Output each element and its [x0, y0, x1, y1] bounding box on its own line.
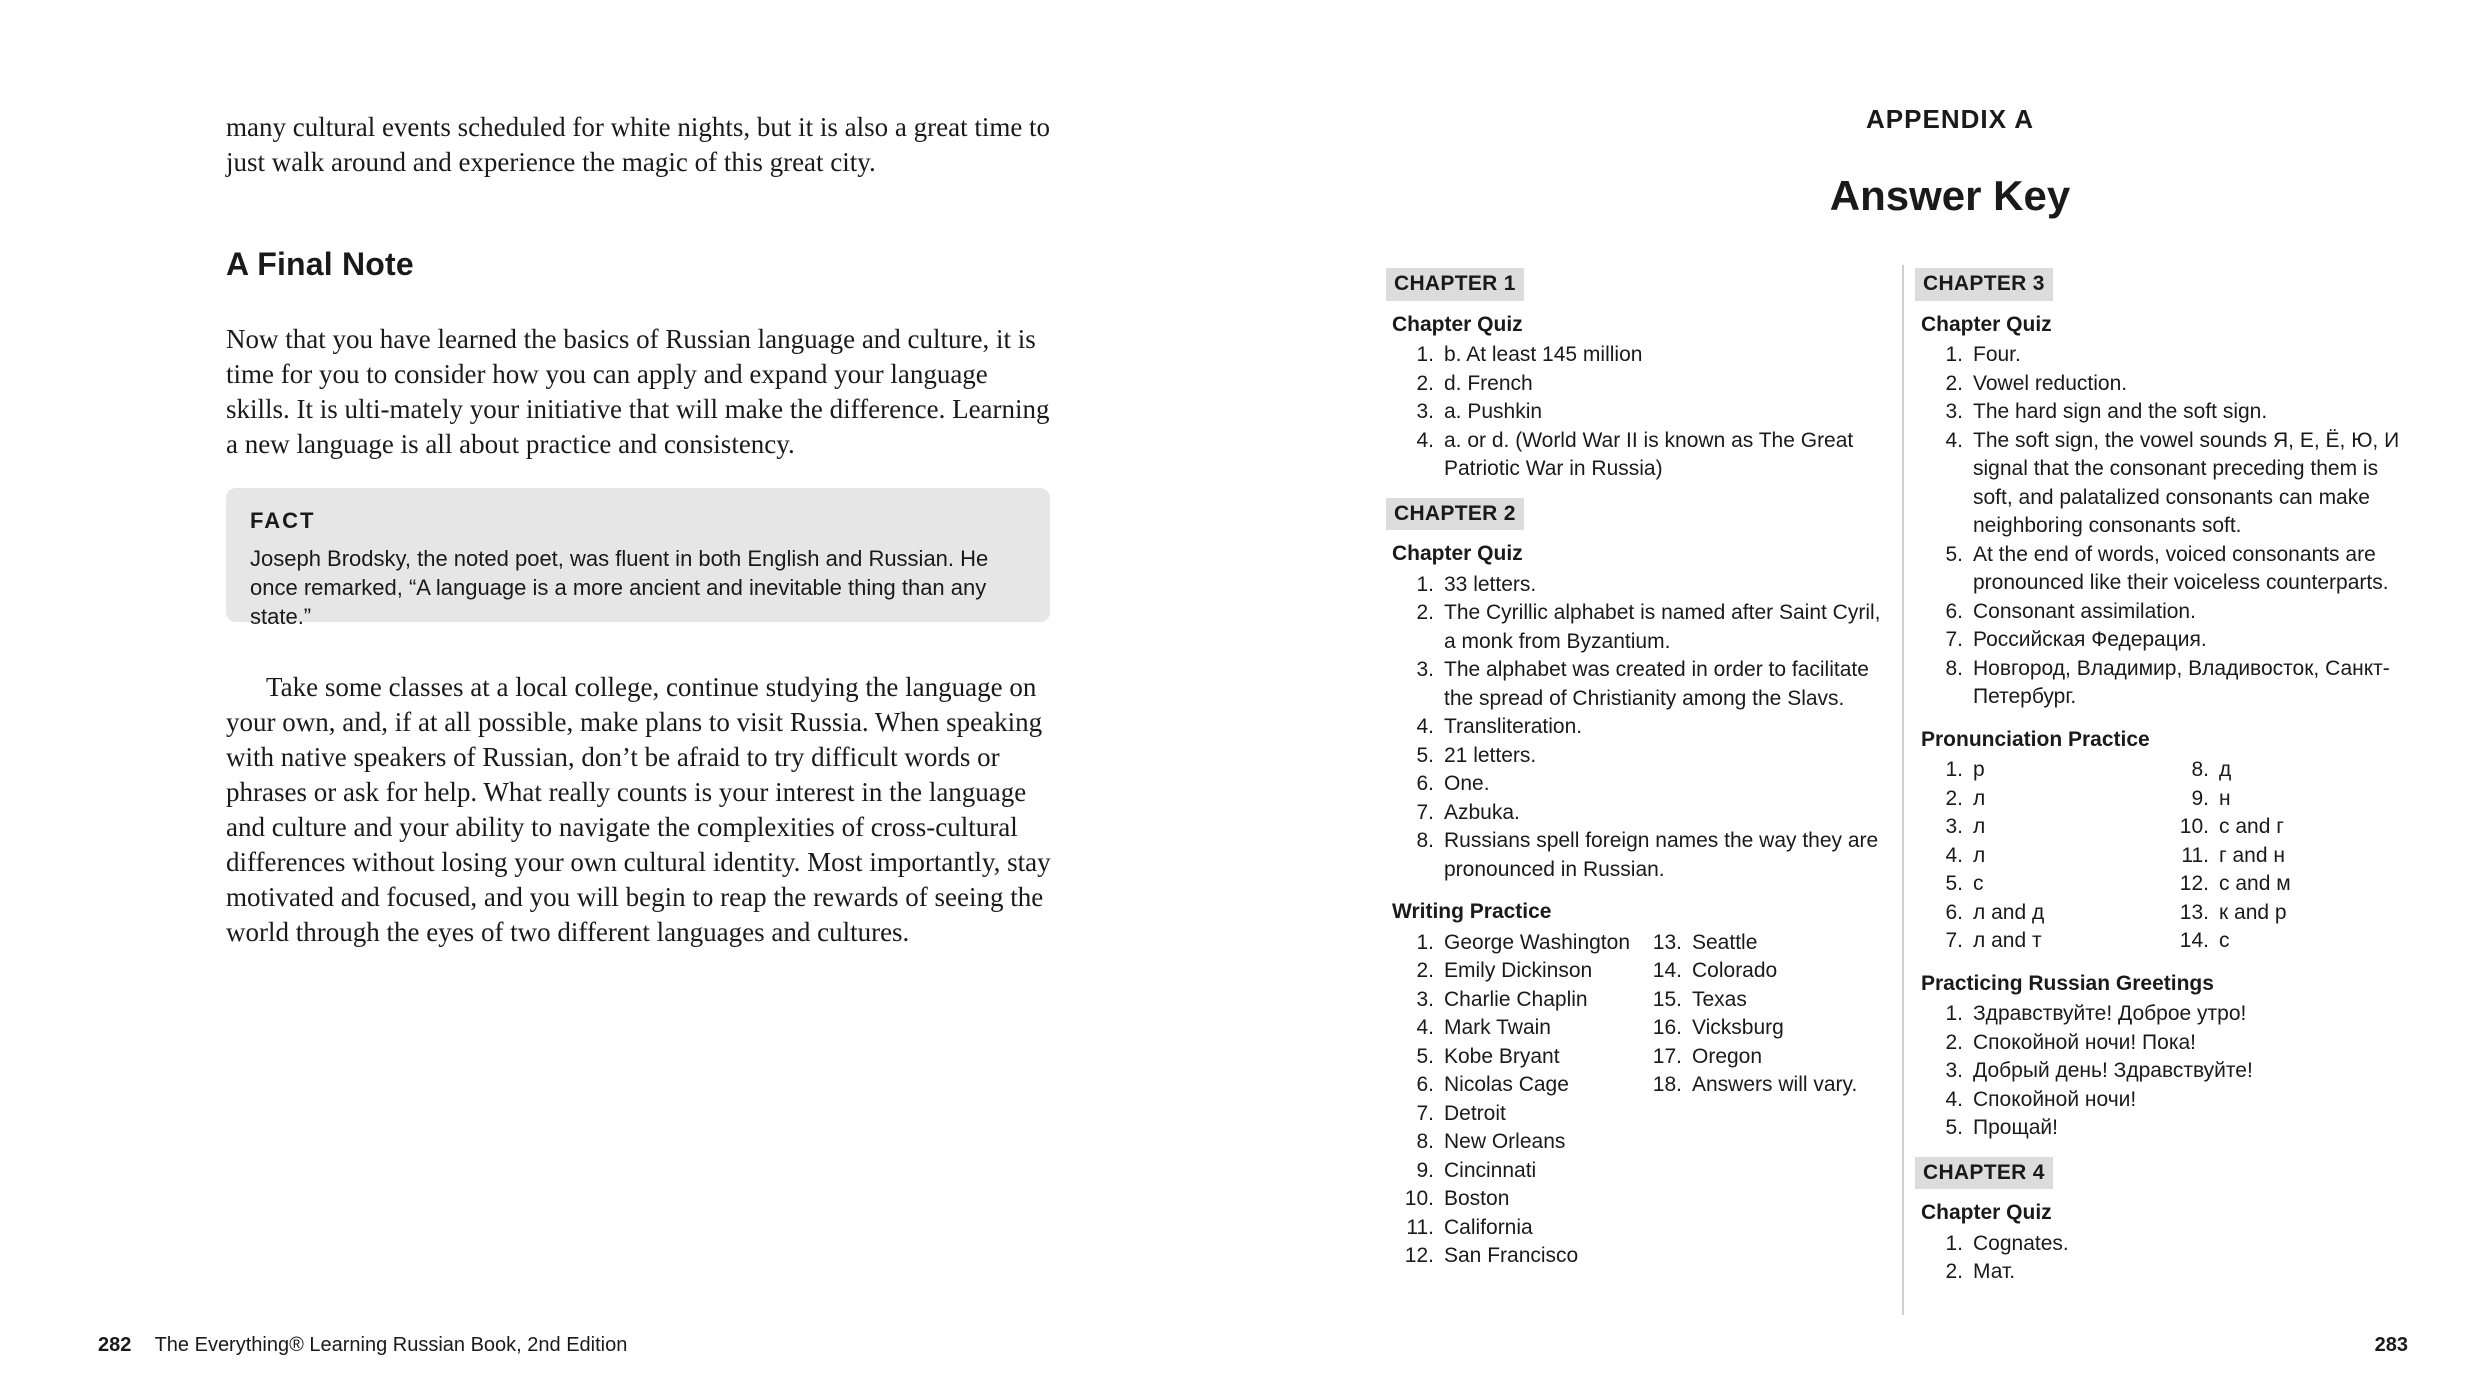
- answer-item: [1386, 1100, 1634, 1129]
- answer-number: 3.: [1416, 658, 1434, 681]
- answer-item: [1915, 655, 2415, 712]
- answer-list: [1915, 756, 2165, 956]
- answer-number: 5.: [1416, 1044, 1434, 1068]
- answer-number: 7.: [1416, 800, 1434, 824]
- answer-text: Прощай!: [1973, 1116, 2058, 1139]
- answer-text: л: [1973, 815, 1986, 838]
- answer-text: Russians spell foreign names the way they are pronounced in Russian.: [1444, 829, 1879, 881]
- answer-number: 14.: [1652, 959, 1682, 982]
- answer-item: [1915, 1114, 2415, 1143]
- answer-item: [1634, 1071, 1857, 1100]
- answer-number: 9.: [2191, 786, 2209, 810]
- answer-number: 6.: [1945, 900, 1963, 924]
- answer-item: [1634, 986, 1857, 1015]
- page-title: Answer Key: [1829, 172, 2071, 219]
- answer-text: Boston: [1444, 1187, 1510, 1210]
- answer-item: [2165, 899, 2291, 928]
- answer-number: 11.: [1406, 1215, 1434, 1239]
- answer-item: [1386, 1157, 1634, 1186]
- answer-number: 4.: [1945, 1087, 1963, 1111]
- answer-item: [1915, 398, 2415, 427]
- page-number-left: 282: [98, 1334, 132, 1356]
- answer-number: 1.: [1416, 572, 1434, 596]
- answer-number: 1.: [1416, 930, 1434, 954]
- answer-item: [1915, 899, 2165, 928]
- sub-heading: Chapter Quiz: [1392, 312, 1523, 336]
- answer-number: 4.: [1945, 428, 1963, 452]
- answer-text: Здравствуйте! Доброе утро!: [1973, 1002, 2247, 1025]
- answer-number: 12.: [1404, 1244, 1434, 1267]
- answer-item: [1915, 1000, 2415, 1029]
- answer-number: 17.: [1652, 1044, 1682, 1068]
- answer-number: 12.: [2179, 872, 2209, 895]
- answer-text: Mark Twain: [1444, 1016, 1551, 1039]
- answer-item: [1915, 1230, 2415, 1259]
- answer-text: Российская Федерация.: [1973, 628, 2207, 651]
- answer-number: 2.: [1945, 786, 1963, 810]
- answer-number: 11.: [2181, 843, 2209, 867]
- answer-number: 8.: [1945, 656, 1963, 680]
- answer-number: 7.: [1945, 929, 1963, 952]
- answer-number: 3.: [1945, 815, 1963, 838]
- answer-text: d. French: [1444, 371, 1533, 395]
- answer-text: Texas: [1692, 987, 1747, 1011]
- appendix-label: APPENDIX A: [1866, 104, 2034, 134]
- answer-number: 4.: [1416, 1016, 1434, 1039]
- answer-text: The hard sign and the soft sign.: [1973, 400, 2268, 423]
- answer-item: [1915, 813, 2165, 842]
- answer-text: Новгород, Владимир, Владивосток, Санкт-Петербург.: [1973, 656, 2390, 708]
- sub-heading: Writing Practice: [1392, 900, 1552, 923]
- answer-text: л and д: [1973, 900, 2045, 924]
- answer-text: Answers will vary.: [1692, 1073, 1858, 1096]
- answer-number: 2.: [1416, 601, 1434, 624]
- answer-text: Four.: [1973, 343, 2021, 366]
- answer-number: 3.: [1945, 1059, 1963, 1082]
- answer-text: Oregon: [1692, 1044, 1763, 1068]
- answer-item: [1915, 1029, 2415, 1058]
- answer-number: 10.: [1404, 1187, 1434, 1210]
- answer-item: [1386, 827, 1886, 884]
- answer-item: [1386, 427, 1886, 484]
- answer-text: Azbuka.: [1444, 800, 1520, 824]
- left-footer: [98, 1334, 627, 1357]
- answer-item: [1386, 1214, 1634, 1243]
- body-paragraph-1: Now that you have learned the basics of Russian language and culture, it is time for you to consider how you can apply and expand your language skills. It is ulti-mately your initiative that will make the difference. Learning a new language is all about practice and consistency.: [226, 324, 1050, 459]
- answer-text: 21 letters.: [1444, 743, 1537, 767]
- answer-text: Detroit: [1444, 1101, 1506, 1125]
- answer-text: л: [1973, 843, 1986, 867]
- answer-item: [1386, 1014, 1634, 1043]
- answer-item: [1386, 398, 1886, 427]
- answer-number: 1.: [1416, 343, 1434, 366]
- answer-number: 8.: [1416, 1130, 1434, 1153]
- writing-practice-grid: [1386, 929, 1886, 1271]
- answer-number: 5.: [1945, 872, 1963, 895]
- book-title: The Everything® Learning Russian Book, 2nd Edition: [154, 1334, 628, 1356]
- sub-heading: Chapter Quiz: [1392, 542, 1523, 565]
- answer-number: 3.: [1945, 400, 1963, 423]
- answer-item: [1915, 427, 2415, 541]
- answer-number: 6.: [1416, 772, 1434, 795]
- answer-number: 16.: [1652, 1016, 1682, 1039]
- answer-number: 4.: [1416, 715, 1434, 738]
- answer-item: [2165, 842, 2291, 871]
- answer-text: Cognates.: [1973, 1231, 2069, 1255]
- answer-text: Consonant assimilation.: [1973, 599, 2196, 623]
- answer-item: [1386, 713, 1886, 742]
- answer-text: с and м: [2219, 872, 2291, 895]
- answer-text: Nicolas Cage: [1444, 1073, 1569, 1096]
- answer-number: 5.: [1945, 542, 1963, 566]
- pronunciation-grid: [1915, 756, 2415, 956]
- answer-item: [1634, 957, 1857, 986]
- answer-list: [1634, 929, 1857, 1271]
- answer-number: 10.: [2179, 815, 2209, 838]
- answer-number: 6.: [1416, 1073, 1434, 1096]
- answer-number: 18.: [1652, 1073, 1682, 1096]
- answer-number: 3.: [1416, 400, 1434, 423]
- answer-number: 7.: [1945, 628, 1963, 651]
- answer-item: [1915, 541, 2415, 598]
- answer-item: [1915, 341, 2415, 370]
- sub-heading: Pronunciation Practice: [1921, 727, 2150, 751]
- answer-item: [1386, 656, 1886, 713]
- answer-item: [1386, 799, 1886, 828]
- answer-item: [1915, 785, 2165, 814]
- answer-number: 1.: [1945, 1002, 1963, 1025]
- answer-text: Kobe Bryant: [1444, 1044, 1560, 1068]
- answer-item: [1386, 599, 1886, 656]
- answer-text: a. Pushkin: [1444, 400, 1543, 423]
- answer-number: 4.: [1416, 428, 1434, 452]
- answer-text: к and р: [2219, 900, 2287, 924]
- answer-text: George Washington: [1444, 930, 1630, 954]
- answer-number: 2.: [1416, 959, 1434, 982]
- answer-text: л: [1973, 786, 1986, 810]
- answer-item: [1386, 370, 1886, 399]
- answer-item: [1915, 927, 2165, 956]
- answer-text: Cincinnati: [1444, 1158, 1537, 1182]
- answer-item: [1915, 598, 2415, 627]
- answer-number: 1.: [1945, 343, 1963, 366]
- answer-column-left: [1386, 268, 1886, 1285]
- answer-text: a. or d. (World War II is known as The Great Patriotic War in Russia): [1444, 428, 1854, 480]
- answer-item: [1386, 1185, 1634, 1214]
- answer-item: [1915, 626, 2415, 655]
- answer-item: [2165, 927, 2291, 956]
- answer-text: Transliteration.: [1444, 715, 1583, 738]
- body-paragraph-2: Take some classes at a local college, continue studying the language on your own, and, if at all possible, make plans to visit Russia. When speaking with native speakers of Russian, don’t be afraid to try difficult words or phrases or ask for help. What really counts is your interest in the language and culture and your ability to navigate the complexities of cross-cultural differences without losing your own cultural identity. Most importantly, stay motivated and focused, and you will begin to reap the rewards of seeing the world through the eyes of two different languages and cultures.: [226, 672, 1051, 947]
- answer-number: 13.: [1652, 930, 1682, 954]
- answer-text: с: [2219, 929, 2230, 952]
- answer-number: 8.: [1416, 829, 1434, 852]
- answer-number: 5.: [1945, 1116, 1963, 1139]
- fact-callout: [226, 488, 1050, 629]
- answer-item: [1386, 1043, 1634, 1072]
- chapter-badge: CHAPTER 1: [1386, 268, 1524, 301]
- answer-item: [1386, 1128, 1634, 1157]
- answer-item: [1386, 742, 1886, 771]
- answer-text: л and т: [1973, 929, 2042, 952]
- answer-text: The Cyrillic alphabet is named after Saint Cyril, a monk from Byzantium.: [1444, 601, 1881, 653]
- answer-item: [1386, 1071, 1634, 1100]
- chapter-badge: CHAPTER 4: [1915, 1157, 2053, 1190]
- answer-number: 2.: [1945, 1030, 1963, 1054]
- answer-list: [1386, 341, 1886, 484]
- chapter-1-section: [1386, 268, 1886, 484]
- fact-text: Joseph Brodsky, the noted poet, was fluent in both English and Russian. He once remarked, “A language is a more ancient and inevitable thing than any state.”: [250, 546, 989, 629]
- answer-list: [1386, 571, 1886, 885]
- answer-item: [1634, 1043, 1857, 1072]
- answer-text: Спокойной ночи! Пока!: [1973, 1030, 2196, 1054]
- answer-text: 33 letters.: [1444, 572, 1537, 596]
- sub-heading: Chapter Quiz: [1921, 1201, 2052, 1224]
- answer-text: с and г: [2219, 815, 2284, 838]
- answer-text: California: [1444, 1215, 1533, 1239]
- answer-text: н: [2219, 786, 2231, 810]
- answer-number: 6.: [1945, 599, 1963, 623]
- answer-text: с: [1973, 872, 1984, 895]
- answer-number: 3.: [1416, 987, 1434, 1011]
- answer-text: Seattle: [1692, 930, 1758, 954]
- answer-text: Colorado: [1692, 959, 1778, 982]
- answer-item: [1386, 929, 1634, 958]
- answer-number: 1.: [1945, 758, 1963, 781]
- answer-item: [1386, 986, 1634, 1015]
- answer-text: One.: [1444, 772, 1490, 795]
- chapter-3-section: [1915, 268, 2415, 1143]
- answer-text: Спокойной ночи!: [1973, 1087, 2137, 1111]
- answer-number: 14.: [2179, 929, 2209, 952]
- answer-number: 8.: [2191, 758, 2209, 781]
- answer-text: Vicksburg: [1692, 1016, 1784, 1039]
- sub-heading: Practicing Russian Greetings: [1921, 971, 2214, 995]
- answer-number: 15.: [1652, 987, 1682, 1011]
- answer-text: At the end of words, voiced consonants are pronounced like their voiceless counterparts.: [1973, 542, 2389, 594]
- answer-list: [1915, 1000, 2415, 1143]
- answer-number: 9.: [1416, 1158, 1434, 1182]
- answer-item: [2165, 785, 2291, 814]
- answer-item: [1915, 756, 2165, 785]
- answer-number: 4.: [1945, 843, 1963, 867]
- answer-list: [1386, 929, 1634, 1271]
- answer-item: [1386, 957, 1634, 986]
- answer-column-right: [1915, 268, 2415, 1301]
- answer-text: Vowel reduction.: [1973, 371, 2128, 395]
- answer-item: [1386, 1242, 1634, 1271]
- chapter-badge: CHAPTER 2: [1386, 498, 1524, 531]
- sub-heading: Chapter Quiz: [1921, 312, 2052, 336]
- section-heading: A Final Note: [226, 246, 414, 282]
- answer-text: The alphabet was created in order to facilitate the spread of Christianity among the Slavs.: [1444, 658, 1869, 710]
- page-number-right: 283: [2374, 1334, 2408, 1356]
- answer-item: [1915, 1258, 2415, 1287]
- column-divider: [1902, 265, 1904, 1315]
- answer-item: [2165, 813, 2291, 842]
- fact-title: FACT: [250, 508, 316, 533]
- answer-item: [1386, 571, 1886, 600]
- answer-number: 2.: [1416, 371, 1434, 395]
- answer-text: The soft sign, the vowel sounds Я, Е, Ё, Ю, И signal that the consonant preceding them is soft, and palatalized consonants can make neighboring consonants soft.: [1973, 428, 2400, 537]
- chapter-4-section: [1915, 1157, 2415, 1287]
- answer-item: [1634, 1014, 1857, 1043]
- answer-number: 7.: [1416, 1101, 1434, 1125]
- intro-paragraph: many cultural events scheduled for white nights, but it is also a great time to just walk around and experience the magic of this great city.: [226, 112, 1051, 177]
- answer-text: д: [2219, 758, 2232, 781]
- answer-list: [2165, 756, 2291, 956]
- answer-item: [2165, 870, 2291, 899]
- answer-text: р: [1973, 758, 1985, 781]
- answer-text: Charlie Chaplin: [1444, 987, 1588, 1011]
- answer-text: Emily Dickinson: [1444, 959, 1593, 982]
- answer-number: 5.: [1416, 743, 1434, 767]
- answer-text: San Francisco: [1444, 1244, 1579, 1267]
- answer-list: [1915, 1230, 2415, 1287]
- answer-item: [1386, 770, 1886, 799]
- answer-item: [1915, 1057, 2415, 1086]
- answer-list: [1915, 341, 2415, 712]
- answer-number: 2.: [1945, 371, 1963, 395]
- answer-text: Добрый день! Здравствуйте!: [1973, 1059, 2253, 1082]
- answer-item: [1634, 929, 1857, 958]
- answer-item: [1915, 842, 2165, 871]
- chapter-badge: CHAPTER 3: [1915, 268, 2053, 301]
- answer-item: [1915, 870, 2165, 899]
- chapter-2-section: [1386, 498, 1886, 1271]
- answer-text: New Orleans: [1444, 1130, 1566, 1153]
- answer-number: 2.: [1945, 1260, 1963, 1283]
- answer-number: 1.: [1945, 1231, 1963, 1255]
- answer-text: Мат.: [1973, 1260, 2016, 1283]
- answer-item: [1915, 370, 2415, 399]
- answer-text: b. At least 145 million: [1444, 343, 1643, 366]
- answer-item: [1386, 341, 1886, 370]
- answer-item: [1915, 1086, 2415, 1115]
- answer-text: г and н: [2219, 843, 2285, 867]
- answer-number: 13.: [2179, 900, 2209, 924]
- answer-item: [2165, 756, 2291, 785]
